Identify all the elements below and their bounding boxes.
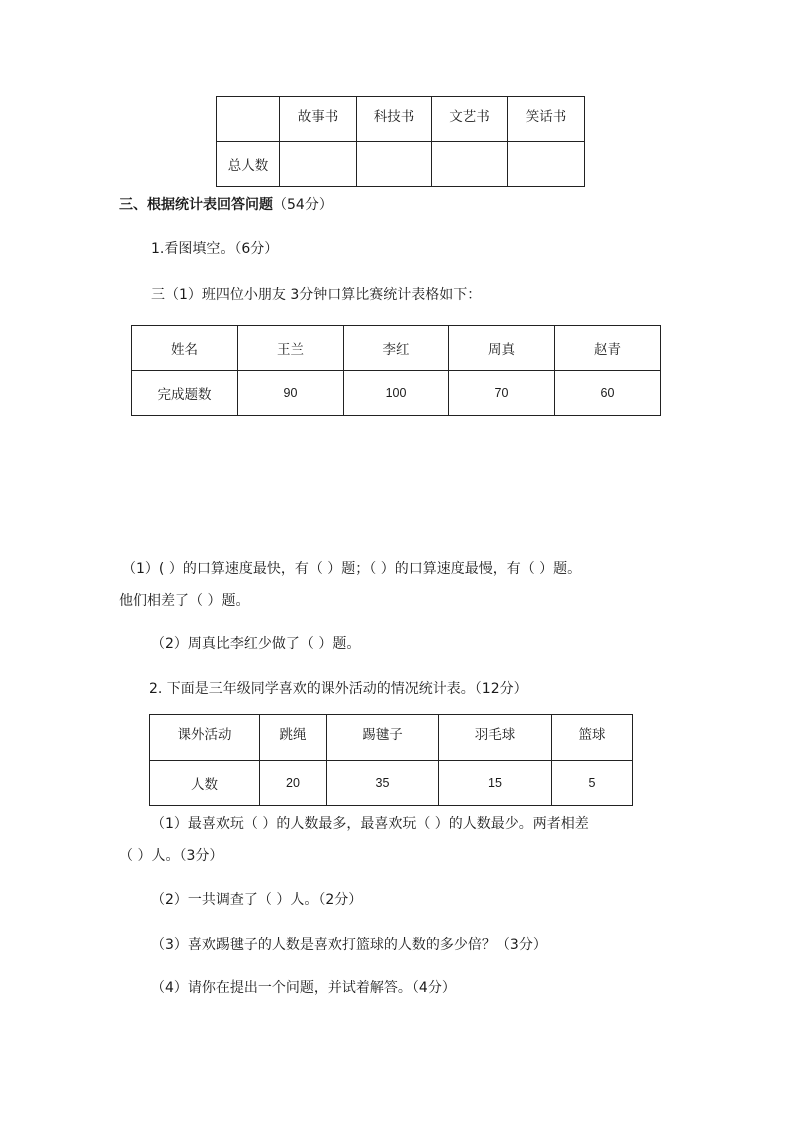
section-title: 三、根据统计表回答问题 [119,197,273,213]
arithmetic-contest-table [131,325,661,416]
table-cell: 20 [260,761,327,806]
question-2-heading: 2. 下面是三年级同学喜欢的课外活动的情况统计表。（12分） [149,681,528,697]
table-cell: 100 [344,371,449,416]
question-1-sub1-line1: （1）( ）的口算速度最快，有（ ）题；（ ）的口算速度最慢，有（ ）题。 [122,561,582,577]
table-header-cell: 科技书 [357,97,432,142]
table-header-cell: 李红 [344,326,449,371]
table-header-cell: 跳绳 [260,715,327,761]
question-2-sub4: （4）请你在提出一个问题，并试着解答。（4分） [151,980,456,996]
table-row-label: 完成题数 [132,371,238,416]
table-cell [280,142,357,187]
table-cell: 60 [555,371,661,416]
table-header-cell: 王兰 [238,326,344,371]
table-header-cell: 赵青 [555,326,661,371]
table-cell: 5 [552,761,633,806]
table-cell: 70 [449,371,555,416]
question-1-sub1-line2: 他们相差了（ ）题。 [119,593,250,609]
table-header-cell: 羽毛球 [439,715,552,761]
table-header-cell: 文艺书 [432,97,508,142]
table-cell: 15 [439,761,552,806]
question-2-sub1-line2: （ ）人。（3分） [119,848,224,864]
table-header-cell: 踢毽子 [327,715,439,761]
table-cell [432,142,508,187]
question-1-heading: 1.看图填空。（6分） [151,241,279,257]
question-1-intro: 三（1）班四位小朋友 3分钟口算比赛统计表格如下： [151,287,482,303]
activity-survey-table [149,714,633,806]
table-header-cell: 姓名 [132,326,238,371]
question-1-sub2: （2）周真比李红少做了（ ）题。 [151,636,361,652]
table-cell [508,142,585,187]
table-header-cell: 笑话书 [508,97,585,142]
table-row-label: 总人数 [217,142,280,187]
table-row-label: 人数 [150,761,260,806]
table-header-cell [217,97,280,142]
table-header-cell: 故事书 [280,97,357,142]
table-header-cell: 周真 [449,326,555,371]
table-cell: 35 [327,761,439,806]
table-cell [357,142,432,187]
question-2-sub2: （2）一共调查了（ ）人。（2分） [151,892,363,908]
section-score: （54分） [273,197,333,213]
question-2-sub1-line1: （1）最喜欢玩（ ）的人数最多，最喜欢玩（ ）的人数最少。两者相差 [151,816,589,832]
book-survey-table [216,96,585,187]
section-heading [119,194,333,214]
question-2-sub3: （3）喜欢踢毽子的人数是喜欢打篮球的人数的多少倍？（3分） [151,937,547,953]
table-header-cell: 篮球 [552,715,633,761]
table-header-cell: 课外活动 [150,715,260,761]
table-cell: 90 [238,371,344,416]
